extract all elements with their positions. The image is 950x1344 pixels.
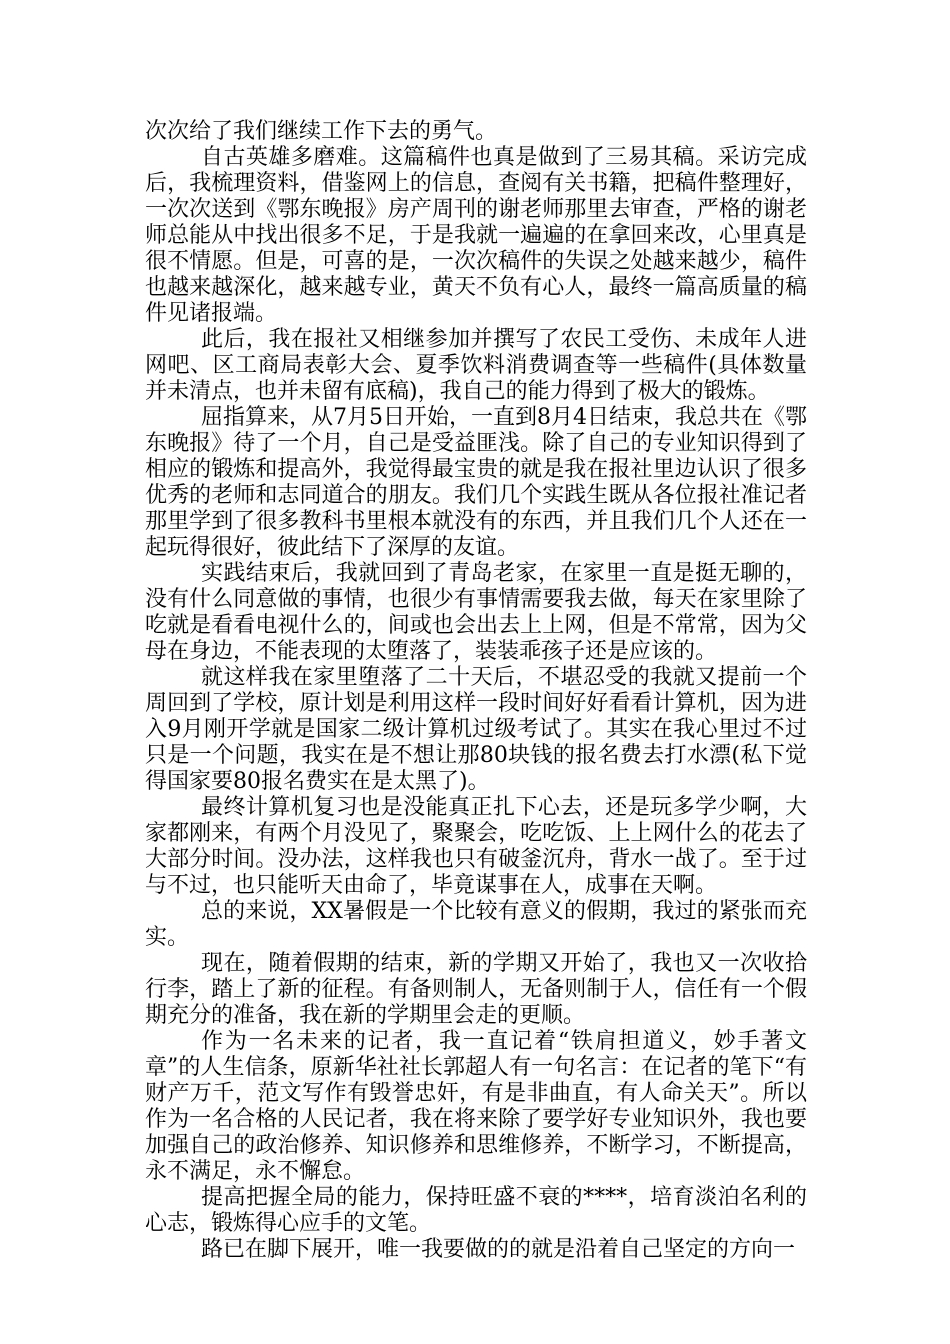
paragraph: 总的来说，XX暑假是一个比较有意义的假期，我过的紧张而充实。 xyxy=(145,899,807,950)
paragraph: 现在，随着假期的结束，新的学期又开始了，我也又一次收拾行李，踏上了新的征程。有备则制人，无备则制于人，信任有一个假期充分的准备，我在新的学期里会走的更顺。 xyxy=(145,951,807,1028)
document-body xyxy=(145,119,807,1263)
paragraph: 实践结束后，我就回到了青岛老家，在家里一直是挺无聊的，没有什么同意做的事情，也很少有事情需要我去做，每天在家里除了吃就是看看电视什么的，间或也会出去上上网，但是不常常，因为父母在身边，不能表现的太堕落了，装装乖孩子还是应该的。 xyxy=(145,561,807,664)
paragraph: 最终计算机复习也是没能真正扎下心去，还是玩多学少啊，大家都刚来，有两个月没见了，聚聚会，吃吃饭、上上网什么的花去了大部分时间。没办法，这样我也只有破釜沉舟，背水一战了。至于过与不过，也只能听天由命了，毕竟谋事在人，成事在天啊。 xyxy=(145,795,807,898)
paragraph: 路已在脚下展开，唯一我要做的的就是沿着自己坚定的方向一 xyxy=(201,1237,796,1262)
paragraph: 作为一名未来的记者，我一直记着“铁肩担道义，妙手著文章”的人生信条，原新华社社长郭超人有一句名言：在记者的笔下“有财产万千，范文写作有毁誉忠奸，有是非曲直，有人命关天”。所以作为一名合格的人民记者，我在将来除了要学好专业知识外，我也要加强自己的政治修养、知识修养和思维修养，不断学习，不断提高，永不满足，永不懈怠。 xyxy=(145,1029,807,1184)
paragraph: 就这样我在家里堕落了二十天后，不堪忍受的我就又提前一个周回到了学校，原计划是利用这样一段时间好好看看计算机，因为进入9月刚开学就是国家二级计算机过级考试了。其实在我心里过不过只是一个问题，我实在是不想让那80块钱的报名费去打水漂(私下觉得国家要80报名费实在是太黑了)。 xyxy=(145,665,807,794)
paragraph: 屈指算来，从7月5日开始，一直到8月4日结束，我总共在《鄂东晚报》待了一个月，自己是受益匪浅。除了自己的专业知识得到了相应的锻炼和提高外，我觉得最宝贵的就是我在报社里边认识了很多优秀的老师和志同道合的朋友。我们几个实践生既从各位报社准记者那里学到了很多教科书里根本就没有的东西，并且我们几个人还在一起玩得很好，彼此结下了深厚的友谊。 xyxy=(145,405,807,560)
paragraph: 提高把握全局的能力，保持旺盛不衰的****，培育淡泊名利的心志，锻炼得心应手的文笔。 xyxy=(145,1185,807,1236)
paragraph: 自古英雄多磨难。这篇稿件也真是做到了三易其稿。采访完成后，我梳理资料，借鉴网上的信息，查阅有关书籍，把稿件整理好，一次次送到《鄂东晚报》房产周刊的谢老师那里去审查，严格的谢老师总能从中找出很多不足，于是我就一遍遍的在拿回来改，心里真是很不情愿。但是，可喜的是，一次次稿件的失误之处越来越少，稿件也越来越深化，越来越专业，黄天不负有心人，最终一篇高质量的稿件见诸报端。 xyxy=(145,145,807,326)
paragraph: 次次给了我们继续工作下去的勇气。 xyxy=(145,119,498,144)
paragraph: 此后，我在报社又相继参加并撰写了农民工受伤、未成年人进网吧、区工商局表彰大会、夏季饮料消费调查等一些稿件(具体数量并未清点，也并未留有底稿)，我自己的能力得到了极大的锻炼。 xyxy=(145,327,807,404)
